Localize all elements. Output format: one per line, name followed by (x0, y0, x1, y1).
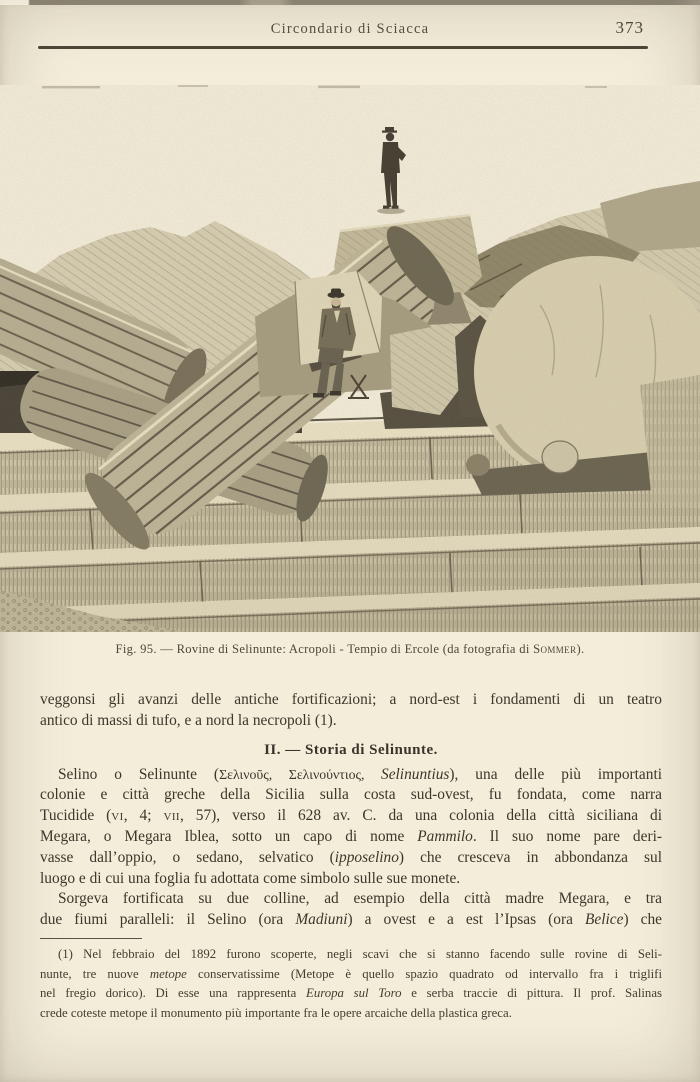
text-segment: colonie e città greche della Sicilia sulla costa sud-ovest, fu fondata, come narra (40, 786, 662, 804)
scan-top-edge (0, 0, 700, 5)
text-segment: . Il suo nome pare deri- (472, 827, 662, 845)
text-segment: ). (576, 642, 585, 656)
text-segment: Megara, o Megara Iblea, sotto un capo di nome (40, 827, 418, 845)
text-line (40, 806, 662, 827)
text-segment: , 4; (123, 807, 164, 825)
text-segment: ) che cresceva in abbondanza sul (398, 848, 662, 866)
text-segment: Pammilo (417, 827, 473, 845)
paragraph (40, 889, 662, 931)
text-segment: Sorgeva fortificata su due colline, ad esempio della città madre Megara, e tra (58, 890, 662, 908)
text-segment: crede coteste metope il monumento più importante fra le opere arcaiche della plastica greca. (40, 1005, 512, 1020)
text-segment: ), una delle più importanti (449, 765, 662, 783)
page-number: 373 (615, 18, 644, 37)
text-line (40, 690, 662, 711)
text-segment: luogo e di cui una foglia fu adottata come simbolo sulle sue monete. (40, 869, 461, 887)
text-segment: nel fregio dorico). Di esse una rappresenta (40, 986, 306, 1001)
section-heading: II. — Storia di Selinunte. (264, 741, 438, 758)
footnote-lines (40, 945, 662, 1023)
text-segment: Sommer (533, 642, 577, 656)
text-segment: due fiumi paralleli: il Selino (ora (40, 911, 296, 929)
text-line (40, 869, 662, 890)
text-segment: nunte, tre nuove (40, 966, 150, 981)
text-segment: Tucidide ( (40, 807, 112, 825)
text-segment: Selinuntius (381, 765, 450, 783)
text-segment: , 57), verso il 628 av. C. da una colonia della città siciliana di (179, 807, 662, 825)
text-segment: Fig. 95. — Rovine di Selinunte: Acropoli - Tempio di Ercole (da fotografia di (115, 642, 534, 656)
body-paragraphs (40, 690, 662, 931)
text-segment: Belice (585, 911, 624, 929)
text-segment: metope (149, 966, 187, 981)
text-segment: ipposelino (334, 848, 399, 866)
text-segment: veggonsi gli avanzi delle antiche fortificazioni; a nord-est i fondamenti di un teatro (40, 691, 662, 708)
footnote (40, 945, 662, 1023)
selinunte-engraving-illustration (0, 85, 700, 632)
text-line (40, 765, 662, 786)
text-segment: vasse dall’oppio, o sedano, selvatico ( (40, 848, 335, 866)
text-line (40, 827, 662, 848)
header-rule (38, 46, 648, 49)
figure-caption (20, 642, 680, 657)
body-text (40, 690, 662, 931)
text-segment: ) a ovest e a est l’Ipsas (ora (347, 911, 585, 929)
text-line (40, 984, 662, 1004)
text-segment: vii (163, 807, 180, 825)
text-segment: e serba traccie di pittura. Il prof. Salinas (401, 986, 662, 1001)
text-line (40, 848, 662, 869)
footnote-separator (40, 938, 142, 939)
text-segment: antico di massi di tufo, e a nord la necropoli (1). (40, 711, 337, 729)
text-segment: Madiuni (295, 911, 348, 929)
engraving-grain (0, 85, 700, 632)
text-line (40, 711, 662, 732)
text-line (40, 1004, 662, 1024)
paragraph (40, 690, 662, 732)
figure-engraving (0, 85, 700, 632)
text-segment: (1) Nel febbraio del 1892 furono scoperte, negli scavi che si stanno facendo sulle rovine di Seli- (58, 947, 662, 961)
text-segment: Selino o Selinunte ( (58, 765, 220, 783)
text-line (40, 785, 662, 806)
text-segment: ) che (623, 911, 662, 929)
text-line (40, 965, 662, 985)
text-line (40, 910, 662, 931)
text-segment: vi (111, 807, 124, 825)
text-segment: conservatissime (Metope è quello spazio quadrato od intervallo fra i triglifi (186, 966, 662, 981)
text-segment: Σελινοῦς, Σελινούντιος, (219, 766, 381, 782)
text-line (40, 889, 662, 910)
paragraph (40, 765, 662, 890)
text-line (40, 945, 662, 965)
running-header-title: Circondario di Sciacca (270, 21, 430, 37)
text-segment: Europa sul Toro (306, 986, 402, 1001)
